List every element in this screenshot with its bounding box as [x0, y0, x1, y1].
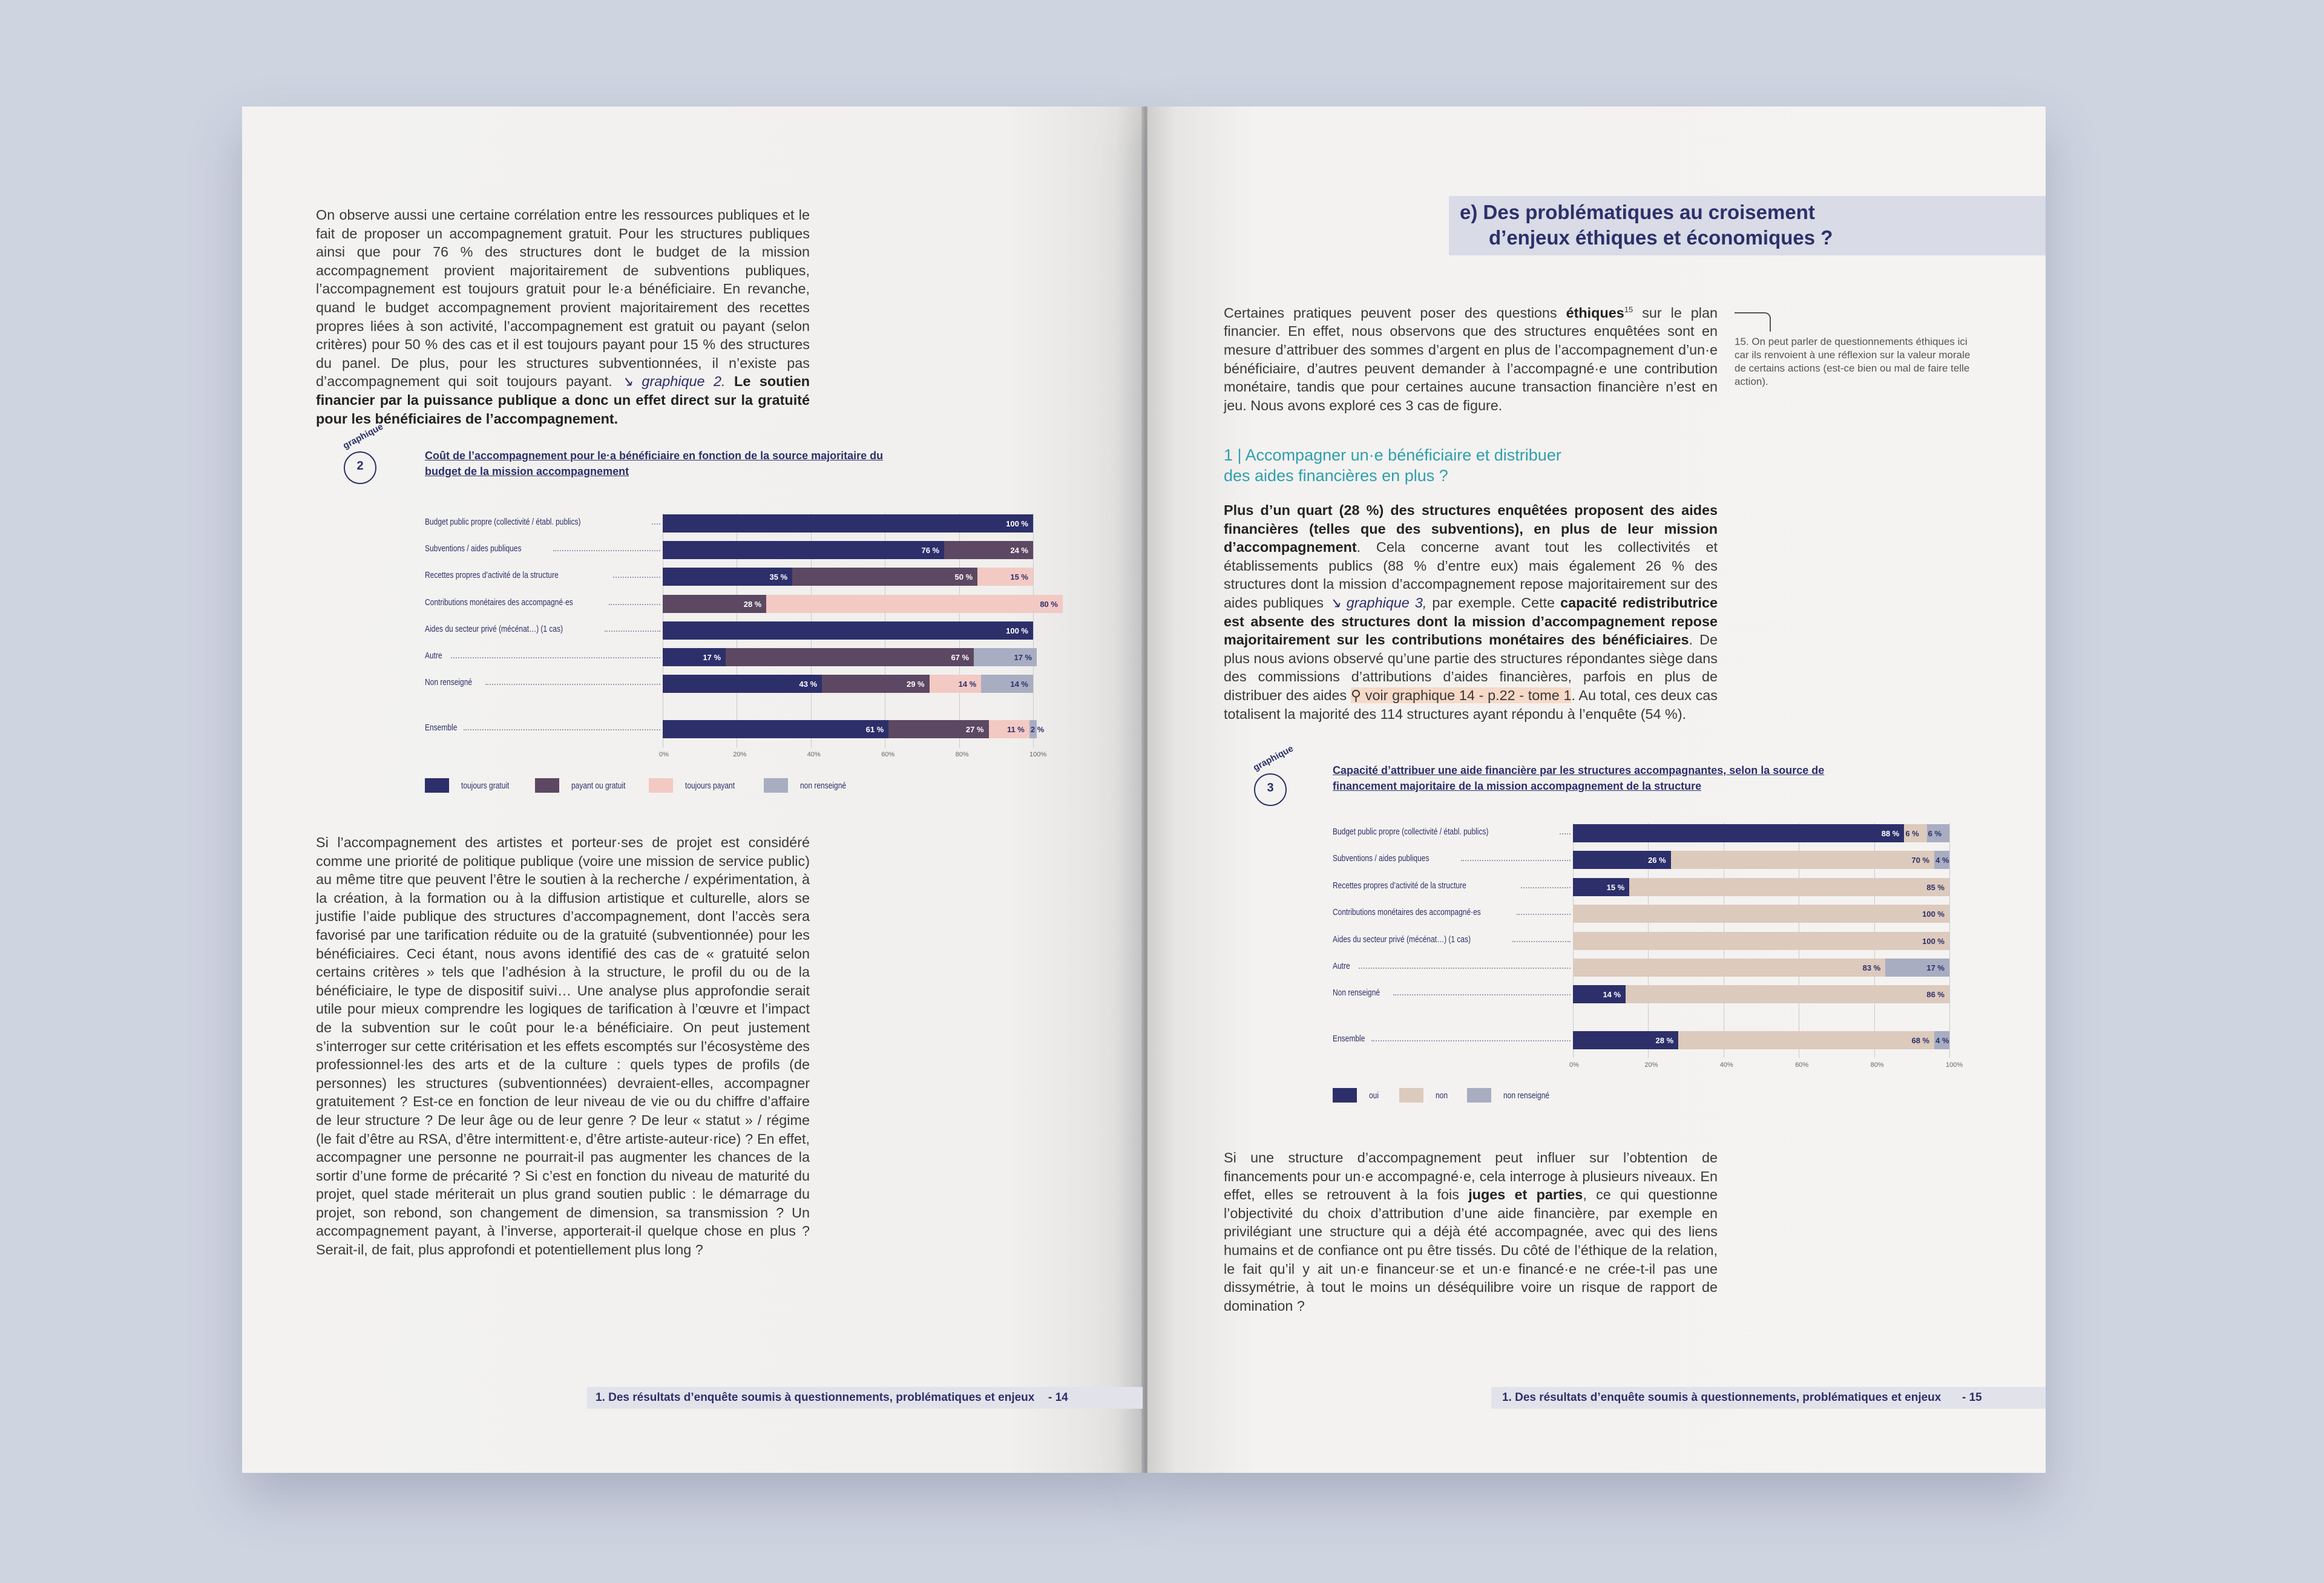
data-label: 68 % — [1911, 1036, 1930, 1045]
leader-dots — [553, 550, 660, 551]
data-label: 43 % — [799, 680, 818, 689]
data-label: 88 % — [1881, 829, 1900, 838]
leader-dots — [1512, 941, 1571, 942]
bar-segment — [1629, 878, 1949, 896]
data-label: 100 % — [1006, 519, 1028, 528]
intro-conclusion: Le soutien financier par la puissance publique a donc un effet direct sur la gratuité pour les bénéficiaires de l’accompagnement. — [316, 373, 810, 427]
page-number: - 14 — [1048, 1391, 1068, 1404]
data-label: 4 % — [1935, 1036, 1949, 1045]
redistribution-paragraph — [1224, 501, 1718, 723]
category-label: Autre — [425, 651, 442, 661]
data-label: 80 % — [1040, 600, 1058, 609]
data-label: 17 % — [703, 653, 721, 662]
graph-reference-link[interactable]: ↘ graphique 2. — [621, 373, 726, 390]
category-label: Aides du secteur privé (mécénat…) (1 cas) — [425, 624, 563, 634]
data-label: 86 % — [1926, 990, 1945, 999]
data-label: 70 % — [1911, 856, 1930, 865]
chart-2-title: Coût de l’accompagnement pour le·a bénéficiaire en fonction de la source majoritaire du budget de la mission accompagnement — [425, 450, 884, 477]
left-footer — [587, 1387, 1143, 1409]
category-label: Contributions monétaires des accompagné·es — [1333, 907, 1481, 917]
data-label: 17 % — [1014, 653, 1032, 662]
legend-item — [425, 778, 521, 793]
graph-2-badge — [341, 421, 385, 484]
subsection-title-line2: des aides financières en plus ? — [1224, 467, 1448, 485]
data-label: 11 % — [1006, 725, 1025, 734]
category-label: Subventions / aides publiques — [425, 543, 522, 554]
category-label: Budget public propre (collectivité / établ. publics) — [1333, 827, 1489, 837]
page-number: - 15 — [1962, 1391, 1982, 1404]
leader-dots — [464, 729, 660, 730]
right-footer — [1491, 1387, 2046, 1409]
category-label: Subventions / aides publiques — [1333, 853, 1430, 864]
data-label: 14 % — [958, 680, 977, 689]
leader-dots — [451, 657, 660, 658]
bar-segment — [726, 648, 974, 666]
section-title-line2: d’enjeux éthiques et économiques ? — [1489, 226, 1833, 249]
category-label: Budget public propre (collectivité / établ. publics) — [425, 517, 581, 527]
legend-swatch — [649, 778, 673, 793]
data-label: 17 % — [1926, 963, 1945, 972]
graph-3-reference-link[interactable]: ↘ graphique 3, — [1329, 594, 1427, 611]
leader-dots — [613, 577, 660, 578]
data-label: 50 % — [954, 572, 973, 582]
category-label: Contributions monétaires des accompagné·es — [425, 597, 573, 608]
data-label: 26 % — [1648, 856, 1666, 865]
ethics-text-a: Certaines pratiques peuvent poser des questions — [1224, 304, 1557, 321]
subsection-title-line1: 1 | Accompagner un·e bénéficiaire et distribuer — [1224, 446, 1561, 464]
ethics-bold: éthiques — [1566, 304, 1624, 321]
bar-segment — [663, 514, 1033, 533]
x-tick-label: 0% — [1569, 1061, 1579, 1069]
graph-14-reference-link[interactable]: ⚲ voir graphique 14 - p.22 - tome 1 — [1350, 687, 1572, 703]
judge-party-paragraph — [1224, 1149, 1718, 1315]
data-label: 28 % — [1655, 1036, 1674, 1045]
leader-dots — [1461, 860, 1571, 861]
legend-label: non renseigné — [1503, 1090, 1550, 1101]
legend-label: non renseigné — [800, 780, 847, 791]
data-label: 100 % — [1006, 626, 1028, 635]
legend-item — [535, 778, 639, 793]
x-tick-label: 40% — [1719, 1061, 1733, 1069]
data-label: 4 % — [1935, 856, 1949, 865]
subsection-heading — [1224, 445, 1708, 486]
gridline — [1033, 513, 1034, 748]
leader-dots — [485, 684, 660, 685]
legend-swatch — [1467, 1088, 1491, 1103]
graph-badge-number: 2 — [356, 459, 364, 473]
x-tick-label: 0% — [659, 751, 669, 758]
data-label: 24 % — [1010, 546, 1028, 555]
leader-dots — [1371, 1040, 1571, 1041]
legend-label: toujours payant — [685, 780, 735, 791]
redistribution-bold-2: capacité redistributrice est absente des structures dont la mission d’accompagnement repose majoritairement sur les contributions monétaires des bénéficiaires — [1224, 594, 1718, 648]
footnote-marker[interactable]: 15 — [1624, 305, 1633, 314]
intro-text: On observe aussi une certaine corrélation entre les ressources publiques et le fait de proposer un accompagnement gratuit. Pour les structures publiques ainsi que pour 76 % des structures dont le budget de la mission accompagnement provient majoritairement de subventions publiques, l’accompagnement est toujours gratuit pour le·a bénéficiaire. En revanche, quand le budget accompagnement provient majoritairement des recettes propres liées à son activité, l’accompagnement est gratuit ou payant (selon critères) pour 50 % des cas et il est toujours payant pour 15 % des structures du panel. De plus, pour les structures subventionnées, il n’existe pas d’accompagnement qui soit toujours payant. — [316, 207, 810, 390]
redistribution-bold-1: Plus d’un quart (28 %) des structures enquêtées proposent des aides financières (telles que des subventions), en plus de leur mission d’accompagnement — [1224, 502, 1718, 556]
leader-dots — [1560, 833, 1571, 834]
redistribution-text-d: . Au total, ces deux cas totalisent la majorité des 114 structures ayant répondu à l’enquête (54 %). — [1224, 687, 1718, 722]
bar-segment — [663, 675, 822, 693]
data-label: 6 % — [1928, 829, 1942, 838]
bar-segment — [663, 720, 888, 738]
bar-segment — [1573, 905, 1949, 923]
data-label: 15 % — [1010, 572, 1028, 582]
data-label: 2 % — [1030, 725, 1045, 734]
graph-badge-word: graphique — [1251, 743, 1295, 773]
legend-label: oui — [1369, 1090, 1379, 1101]
x-tick-label: 100% — [1946, 1061, 1963, 1069]
data-label: 100 % — [1922, 909, 1945, 919]
data-label: 14 % — [1603, 990, 1621, 999]
data-label: 76 % — [921, 546, 940, 555]
data-label: 6 % — [1905, 829, 1919, 838]
legend-item — [649, 778, 747, 793]
data-label: 83 % — [1862, 963, 1881, 972]
legend-label: non — [1436, 1090, 1448, 1101]
footer-chapter: 1. Des résultats d’enquête soumis à questionnements, problématiques et enjeux — [1502, 1391, 1942, 1404]
category-label: Recettes propres d’activité de la structure — [425, 570, 559, 580]
bar-segment — [1573, 932, 1949, 950]
data-label: 28 % — [743, 600, 762, 609]
bar-segment — [663, 621, 1033, 640]
judge-bold: juges et parties — [1468, 1187, 1583, 1203]
leader-dots — [1359, 968, 1571, 969]
bar-segment — [1671, 851, 1934, 869]
graph-badge-word: graphique — [341, 421, 385, 451]
leader-dots — [1517, 914, 1571, 915]
redistribution-text-c: . De plus nous avions observé qu’une partie des structures répondantes siège dans des commissions d’attributions d’aides financières, parfois en plus de distribuer des aides — [1224, 632, 1718, 703]
data-label: 67 % — [951, 653, 970, 662]
bar-segment — [663, 541, 944, 559]
category-label: Ensemble — [1333, 1034, 1365, 1044]
graph-badge-number: 3 — [1267, 781, 1274, 795]
legend-item — [764, 778, 858, 793]
redistribution-text-b: par exemple. Cette — [1432, 594, 1555, 611]
bar-segment — [766, 595, 1063, 613]
legend-item — [1467, 1088, 1561, 1103]
data-label: 35 % — [769, 572, 788, 582]
legend-label: payant ou gratuit — [571, 780, 626, 791]
x-tick-label: 60% — [881, 751, 895, 758]
bar-segment — [1573, 824, 1904, 842]
legend-swatch — [535, 778, 559, 793]
x-tick-label: 60% — [1795, 1061, 1809, 1069]
category-label: Non renseigné — [425, 677, 473, 687]
category-label: Autre — [1333, 961, 1350, 971]
redistribution-text-a: . Cela concerne avant tout les collectivités et établissements publics (88 % d’entre eux) mais également 26 % des structures dont la mission d’accompagnement repose majoritairement sur des aides publiques — [1224, 539, 1718, 611]
bar-segment — [1573, 959, 1885, 977]
category-label: Ensemble — [425, 723, 458, 733]
legend-swatch — [425, 778, 449, 793]
bar-segment — [1626, 985, 1949, 1003]
data-label: 29 % — [906, 680, 925, 689]
x-tick-label: 80% — [955, 751, 969, 758]
leader-dots — [605, 631, 660, 632]
ethics-text-b: sur le plan financier. En effet, nous observons que des structures enquêtées sont en mesure d’attribuer des sommes d’argent en plus de l’accompagnement d’un·e bénéficiaire, d’autres peuvent demander à l’accompagné·e une contribution monétaire, tandis que pour certaines aucune transaction financière n’est en jeu. Nous avons exploré ces 3 cas de figure. — [1224, 304, 1718, 413]
data-label: 85 % — [1926, 883, 1945, 892]
footnote-bracket — [1735, 312, 1771, 332]
intro-paragraph — [316, 206, 810, 428]
bar-segment — [792, 568, 977, 586]
data-label: 61 % — [865, 725, 884, 734]
bar-segment — [1678, 1031, 1934, 1049]
legend-swatch — [1333, 1088, 1357, 1103]
legend-label: toujours gratuit — [461, 780, 510, 791]
x-tick-label: 20% — [1644, 1061, 1658, 1069]
category-label: Non renseigné — [1333, 988, 1380, 998]
legend-swatch — [1399, 1088, 1423, 1103]
judge-text-b: , ce qui questionne l’objectivité du choix d’attribution d’une aide financière, par exemple en privilégiant une structure qui a déjà été accompagnée, avec qui des liens humains et de confiance ont pu être tissés. Du côté de l’éthique de la relation, le fait qu’il y ait un·e financeur·se et un·e financé·e ne crée-t-il pas une dissymétrie, à tout le moins un déséquilibre voire un risque de rapport de domination ? — [1224, 1187, 1718, 1314]
gridline — [1949, 823, 1950, 1058]
legend-item — [1399, 1088, 1451, 1103]
section-heading — [1449, 196, 2046, 255]
data-label: 14 % — [1010, 680, 1028, 689]
footer-chapter: 1. Des résultats d’enquête soumis à questionnements, problématiques et enjeux — [596, 1391, 1035, 1404]
judge-text-a: Si une structure d’accompagnement peut influer sur l’obtention de financements pour un·e accompagné·e, cela interroge à plusieurs niveaux. En effet, elles se retrouvent à la fois — [1224, 1150, 1718, 1203]
graph-3-badge — [1251, 743, 1295, 806]
leader-dots — [652, 523, 660, 525]
body-paragraph: Si l’accompagnement des artistes et porteur·ses de projet est considéré comme une priorité de politique publique (voire une mission de service public) au même titre que peuvent l’être le soutien à la recherche / expérimentation, à la création, à la formation ou à la diffusion artistique et culturelle, alors se justifie l’aide publique des structures d’accompagnement, dont l’accès sera favorisé par une tarification réduite ou de la gratuité (subventionnée) pour les bénéficiaires. Ceci étant, nous avons identifié des cas de « gratuité selon certains critères » tels que l’adhésion à la structure, le profil du ou de la bénéficiaire, le type de dispositif suivi… Une analyse plus approfondie serait utile pour mieux comprendre les logiques de tarification à l’œuvre et l’impact de la subvention sur le coût pour le·a bénéficiaire. On peut justement s’interroger sur cette critérisation et les effets escomptés sur l’écosystème des professionnel·les des arts et de la culture : quels types de profils (de personnes) les structures (subventionnées) devraient-elles, accompagner gratuitement ? Est-ce en fonction de leur niveau de vie ou du chiffre d’affaire de leur structure ? De leur âge ou de leur genre ? De leur « statut » / régime (le fait d’être au RSA, d’être intermittent·e, d’être artiste-auteur·rice) ? En effet, accompagner une personne ne pourrait-il pas augmenter les chances de la sortir d’une forme de précarité ? Si c’est en fonction du niveau de maturité du projet, quel stade mériterait un plus grand soutien public : le démarrage du projet, son rebond, son changement de dimension, sa transmission ? Un accompagnement payant, à l’inverse, apporterait-il quelque chose en plus ? Serait-il, de fait, plus approfondi et potentiellement plus long ? — [316, 834, 810, 1258]
data-label: 15 % — [1606, 883, 1625, 892]
data-label: 100 % — [1922, 937, 1945, 946]
x-tick-label: 40% — [807, 751, 821, 758]
x-tick-label: 80% — [1870, 1061, 1884, 1069]
legend-swatch — [764, 778, 788, 793]
section-title-line1: e) Des problématiques au croisement — [1460, 201, 1815, 223]
legend-item — [1333, 1088, 1381, 1103]
chart-3-title: Capacité d’attribuer une aide financière par les structures accompagnantes, selon la source de financement majoritaire de la mission accompagnement de la structure — [1333, 764, 1825, 792]
leader-dots — [609, 604, 660, 605]
footnote-15: 15. On peut parler de questionnements éthiques ici car ils renvoient à une réflexion sur la valeur morale de certains actions (est-ce bien ou mal de faire telle action). — [1735, 336, 1971, 387]
x-tick-label: 20% — [733, 751, 747, 758]
leader-dots — [1521, 887, 1571, 888]
x-tick-label: 100% — [1029, 751, 1047, 758]
category-label: Aides du secteur privé (mécénat…) (1 cas) — [1333, 934, 1471, 945]
data-label: 27 % — [965, 725, 984, 734]
ethics-paragraph — [1224, 301, 1718, 415]
leader-dots — [1393, 994, 1571, 995]
category-label: Recettes propres d’activité de la structure — [1333, 880, 1466, 891]
